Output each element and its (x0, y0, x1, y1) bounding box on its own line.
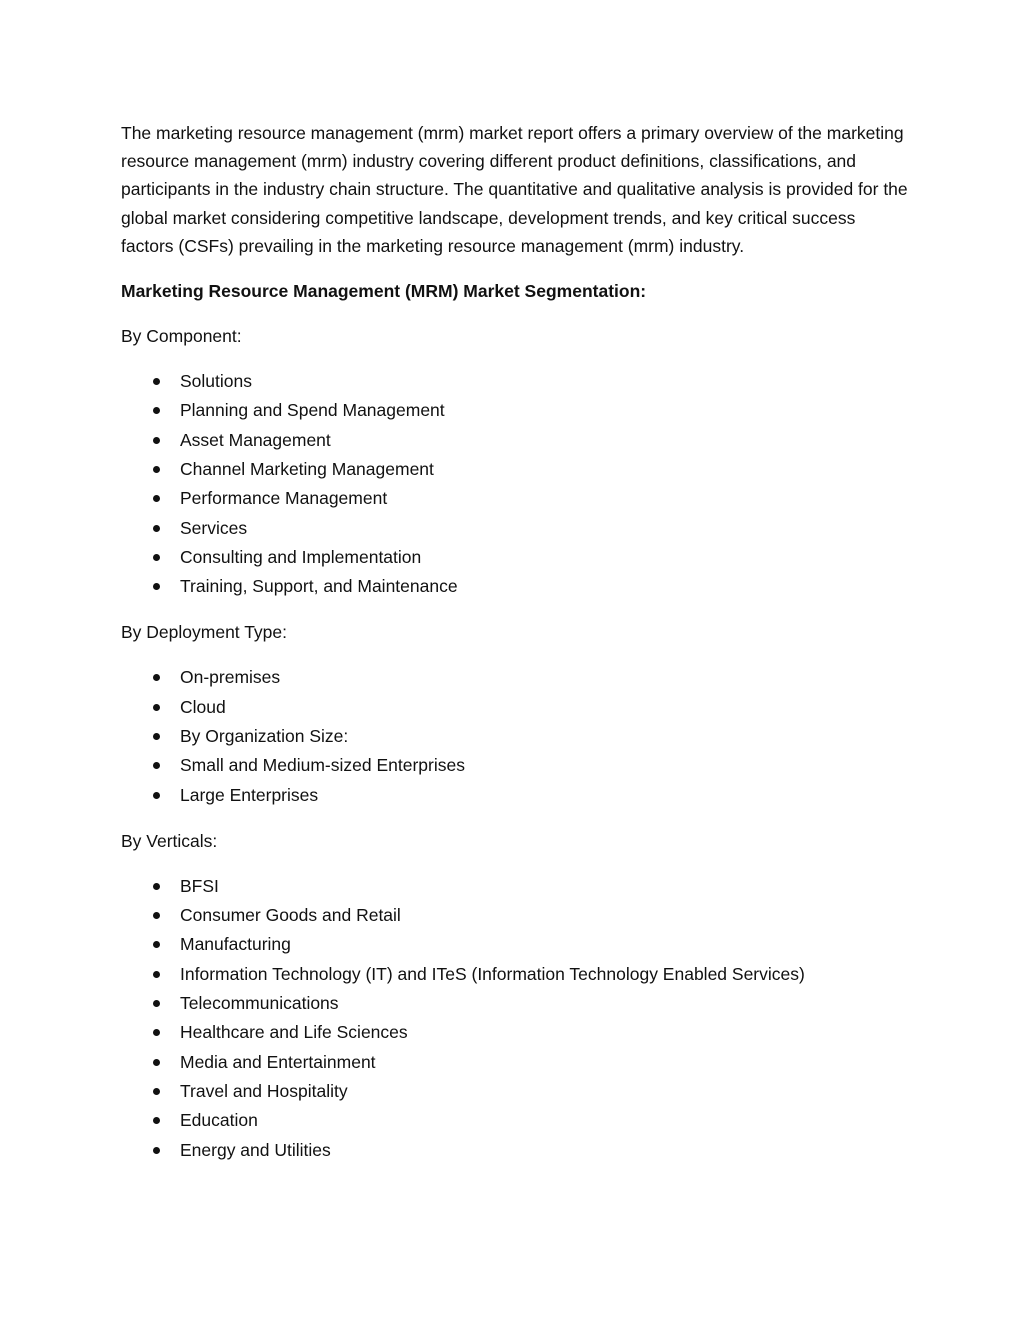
list-item-label: Channel Marketing Management (180, 458, 434, 479)
segment-group-component (121, 322, 911, 601)
list-item-label: Consulting and Implementation (180, 546, 422, 567)
list-item-label: Cloud (180, 696, 226, 717)
bullet-icon (153, 704, 160, 711)
bullet-icon (153, 762, 160, 769)
list-item-label: Small and Medium-sized Enterprises (180, 755, 465, 776)
list-item-label: Asset Management (180, 429, 331, 450)
list-item (121, 872, 911, 901)
bullet-icon (153, 1088, 160, 1095)
list-item-label: Manufacturing (180, 934, 291, 955)
list-item (121, 455, 911, 484)
list-item (121, 543, 911, 572)
list-item (121, 663, 911, 692)
list-item-label: Travel and Hospitality (180, 1080, 348, 1101)
list-item (121, 722, 911, 751)
list-item-label: Services (180, 517, 248, 538)
list-item-label: Performance Management (180, 488, 388, 509)
list-item (121, 1077, 911, 1106)
list-item-label: BFSI (180, 875, 219, 896)
list-item (121, 960, 911, 989)
list-item (121, 930, 911, 959)
list-item (121, 1048, 911, 1077)
list-item (121, 693, 911, 722)
list-item (121, 989, 911, 1018)
bullet-icon (153, 1000, 160, 1007)
bullet-icon (153, 407, 160, 414)
list-item (121, 572, 911, 601)
list-item (121, 901, 911, 930)
list-item-label: Solutions (180, 371, 252, 392)
list-item (121, 396, 911, 425)
list-item-label: Energy and Utilities (180, 1139, 331, 1160)
bullet-icon (153, 912, 160, 919)
bullet-list (121, 663, 911, 809)
list-item-label: Training, Support, and Maintenance (180, 576, 458, 597)
list-item-label: Planning and Spend Management (180, 400, 445, 421)
list-item-label: Large Enterprises (180, 784, 319, 805)
list-item-label: Education (180, 1110, 258, 1131)
list-item (121, 426, 911, 455)
segment-group-deployment (121, 618, 911, 809)
intro-paragraph: The marketing resource management (mrm) market report offers a primary overview of the marketing resource management (mrm) industry covering different product definitions, classifications, and participants in the industry chain structure. The quantitative and qualitative analysis is provided for the global market considering competitive landscape, development trends, and key critical success factors (CSFs) prevailing in the marketing resource management (mrm) industry. (121, 123, 908, 256)
bullet-icon (153, 583, 160, 590)
segmentation-heading: Marketing Resource Management (MRM) Market Segmentation: (121, 281, 647, 302)
bullet-icon (153, 674, 160, 681)
list-item (121, 367, 911, 396)
bullet-icon (153, 1059, 160, 1066)
bullet-icon (153, 1147, 160, 1154)
list-item (121, 781, 911, 810)
bullet-icon (153, 971, 160, 978)
list-item-label: Consumer Goods and Retail (180, 905, 401, 926)
bullet-icon (153, 495, 160, 502)
list-item-label: By Organization Size: (180, 725, 349, 746)
bullet-icon (153, 941, 160, 948)
bullet-icon (153, 1117, 160, 1124)
segment-group-verticals (121, 827, 911, 1165)
bullet-icon (153, 883, 160, 890)
list-item (121, 484, 911, 513)
bullet-icon (153, 437, 160, 444)
list-item (121, 1106, 911, 1135)
bullet-list (121, 367, 911, 601)
list-item (121, 514, 911, 543)
list-item (121, 1018, 911, 1047)
list-item-label: Healthcare and Life Sciences (180, 1022, 408, 1043)
group-title: By Verticals: (121, 830, 218, 851)
list-item-label: On-premises (180, 667, 281, 688)
group-title: By Deployment Type: (121, 622, 288, 643)
list-item (121, 1136, 911, 1165)
group-title: By Component: (121, 326, 242, 347)
bullet-icon (153, 525, 160, 532)
bullet-icon (153, 378, 160, 385)
bullet-icon (153, 1029, 160, 1036)
list-item (121, 751, 911, 780)
list-item-label: Information Technology (IT) and ITeS (Information Technology Enabled Services) (180, 963, 805, 984)
list-item-label: Media and Entertainment (180, 1051, 376, 1072)
bullet-icon (153, 554, 160, 561)
document-page (121, 119, 911, 1165)
bullet-icon (153, 466, 160, 473)
bullet-icon (153, 792, 160, 799)
bullet-icon (153, 733, 160, 740)
bullet-list (121, 872, 911, 1165)
list-item-label: Telecommunications (180, 993, 339, 1014)
